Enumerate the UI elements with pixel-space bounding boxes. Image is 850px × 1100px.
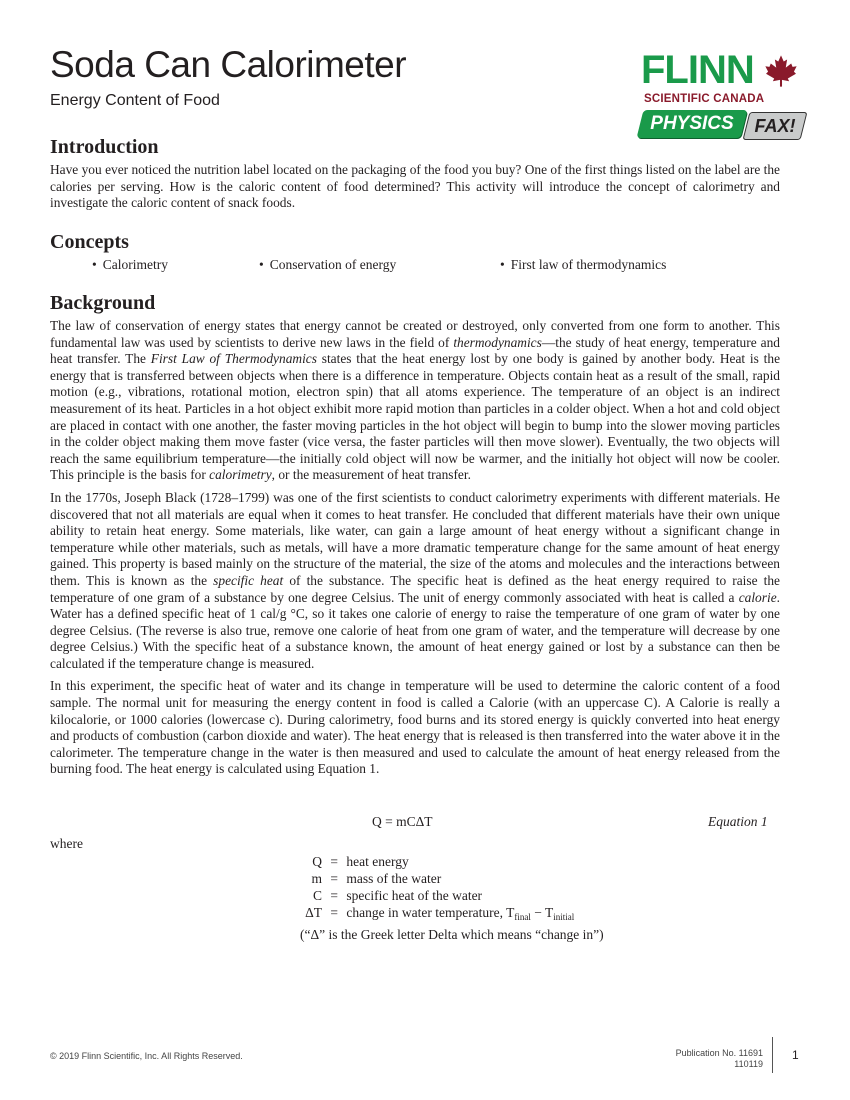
maple-leaf-icon — [764, 54, 798, 88]
background-paragraph-3: In this experiment, the specific heat of water and its change in temperature will be used to determine the caloric content of a food sample. The normal unit for measuring the energy content in food is called a Calorie (with an uppercase C). A Calorie is really a kilocalorie, or 1000 calories (lowercase c). During calorimetry, food burns and its stored energy is quickly converted into heat energy and products of combustion (carbon dioxide and water). The heat energy that is released is then transferred into the water above it in the calorimeter. The temperature change in the water is then measured and used to calculate the amount of heat energy released from the burning food. The heat energy is calculated using Equation 1. — [50, 678, 780, 777]
definition-text: mass of the water — [346, 871, 442, 886]
definition-row — [300, 887, 604, 904]
logo-fax-text: FAX! — [754, 116, 796, 136]
concept-label: First law of thermodynamics — [510, 257, 667, 272]
text-run: —the study of heat energy, temperature and heat transfer. The — [50, 334, 780, 367]
term-calorimetry: calorimetry — [209, 467, 272, 483]
concept-label: Conservation of energy — [269, 257, 397, 272]
text-run: . Water has a defined specific heat of 1 cal/g °C, so it takes one calorie of energy to raise the temperature of one gram of water by one degree Celsius. (The reverse is also true, remove one calorie of heat from one gram of water, and the temperature will decrease by one degree Celsius.) With the specific heat of a substance known, the amount of heat energy gained or lost by a substance can then be calculated if the temperature change is measured. — [50, 589, 780, 671]
text-run: The law of conservation of energy states that energy cannot be created or destroyed, only converted from one form to another. This fundamental law was used by scientists to derive new laws in the field of — [50, 318, 780, 350]
concept-item — [92, 257, 168, 273]
logo-fax-badge — [743, 112, 808, 140]
definition-row-delta — [300, 904, 604, 926]
equation-label: Equation 1 — [708, 814, 768, 829]
concepts-heading: Concepts — [50, 231, 129, 253]
bullet: • — [500, 257, 505, 272]
text-run: of the substance. The specific heat is defined as the heat energy required to raise the temperature of one gram of a substance by one degree Celsius. The unit of energy commonly associated with heat is called a — [50, 572, 780, 605]
definition-equals: = — [330, 905, 338, 920]
publication-code: 110119 — [734, 1059, 763, 1069]
document-subtitle: Energy Content of Food — [50, 92, 220, 109]
equation-formula: Q = mCΔT — [372, 814, 433, 829]
definition-equals: = — [330, 854, 338, 869]
copyright-text: © 2019 Flinn Scientific, Inc. All Rights Reserved. — [50, 1051, 243, 1061]
logo-brand-text: FLINN — [641, 48, 754, 92]
publication-info — [676, 1048, 763, 1070]
concept-item — [259, 257, 396, 273]
logo-subtext: SCIENTIFIC CANADA — [644, 93, 765, 105]
definition-symbol: C — [312, 888, 322, 903]
introduction-text — [50, 162, 780, 212]
definition-row — [300, 870, 604, 887]
definition-row — [300, 853, 604, 870]
definition-text: specific heat of the water — [346, 888, 483, 903]
introduction-paragraph: Have you ever noticed the nutrition label located on the packaging of the food you buy? One of the first things listed on the label are the calories per serving. How is the caloric content of food determined? This activity will introduce the concept of calorimetry and investigate the caloric content of snack foods. — [50, 162, 780, 211]
term-thermodynamics: thermodynamics — [453, 334, 542, 350]
text-run: In the 1770s, Joseph Black (1728–1799) was one of the first scientists to conduct calorimetry experiments with different materials. He discovered that not all materials are equal when it comes to heat transfer. He concluded that different materials have their own unique ability to retain heat energy. Some materials, like water, can gain a large amount of heat energy without a significant change in temperature while other materials, such as metals, will have a more dramatic temperature change for the same amount of heat energy gained. This property is based mainly on the structure of the material, the size of the atoms and molecules and the interactions between them. This is known as the — [50, 489, 780, 588]
definition-symbol: Q — [312, 854, 322, 869]
publication-number: Publication No. 11691 — [675, 1048, 763, 1058]
text-run: , or the measurement of heat transfer. — [271, 467, 471, 483]
bullet: • — [92, 257, 97, 272]
text-run: states that the heat energy lost by one body is gained by another body. Heat is the energy that is transferred between objects when there is a difference in temperature. Objects contain heat as a result of the small, rapid motion (e.g., vibrations, rotational motion, electron spin) that all atoms experience. The temperature of an object is an indirect measurement of its heat. Particles in a hot object exhibit more rapid motion than particles in a colder object. When a hot and cold object are placed in contact with one another, the faster moving particles in the hot object will begin to bump into the slower moving particles in the colder object making them move faster (vice versa, the faster particles will then move slower). Eventually, the two objects will reach the same equilibrium temperature—the initially cold object will now be warmer, and the initially hot object will now be cooler. This principle is the basis for — [50, 351, 781, 483]
document-title: Soda Can Calorimeter — [50, 44, 407, 85]
definition-equals: = — [330, 888, 338, 903]
introduction-heading: Introduction — [50, 136, 159, 158]
term-first-law: First Law of Thermodynamics — [150, 351, 317, 367]
definition-text: change in water temperature, T — [346, 905, 515, 920]
flinn-logo — [638, 48, 810, 148]
logo-physics-text: PHYSICS — [650, 113, 734, 134]
definition-text: − T — [530, 905, 554, 920]
logo-physics-badge — [637, 110, 748, 138]
background-text — [50, 318, 780, 778]
subscript-final: final — [514, 912, 531, 922]
equation-definitions — [300, 853, 604, 943]
definition-text: heat energy — [346, 854, 409, 869]
definition-symbol: m — [311, 871, 322, 886]
background-paragraph-1 — [50, 318, 780, 484]
delta-note: (“Δ” is the Greek letter Delta which means “change in”) — [300, 927, 604, 942]
where-label: where — [50, 836, 83, 851]
definition-symbol: ΔT — [305, 905, 322, 920]
subscript-initial: initial — [553, 912, 575, 922]
concepts-list — [0, 257, 850, 277]
background-heading: Background — [50, 292, 156, 314]
bullet: • — [259, 257, 264, 272]
definition-equals: = — [330, 871, 338, 886]
concept-label: Calorimetry — [102, 257, 168, 272]
page-number: 1 — [792, 1048, 799, 1062]
footer-divider — [772, 1037, 773, 1073]
background-paragraph-2 — [50, 490, 780, 673]
concept-item — [500, 257, 666, 273]
term-specific-heat: specific heat — [213, 572, 284, 588]
term-calorie: calorie — [738, 589, 777, 605]
